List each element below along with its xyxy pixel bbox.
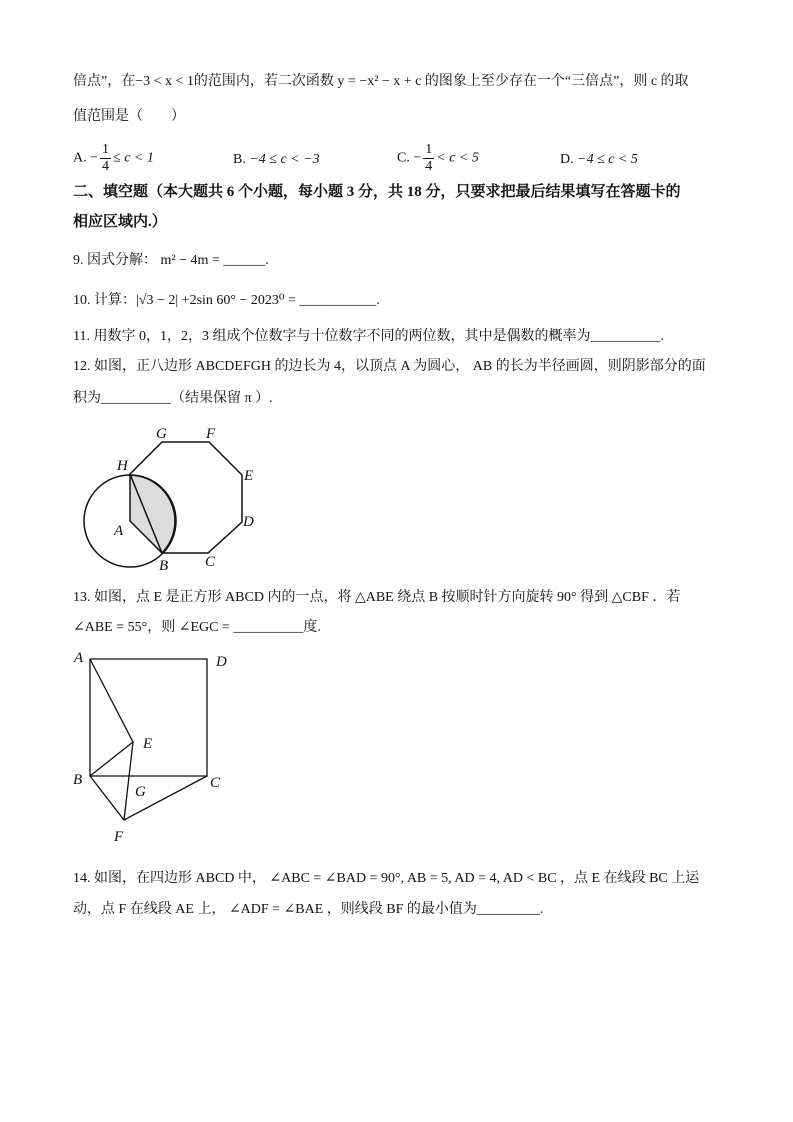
label-d: D	[243, 514, 254, 530]
numerator: 1	[425, 142, 433, 157]
option-label: A.	[73, 150, 87, 166]
label-f: F	[114, 829, 124, 845]
label-b: B	[73, 772, 83, 788]
label-e: E	[244, 468, 254, 484]
section-heading-line1: 二、填空题（本大题共 6 个小题，每小题 3 分，共 18 分，只要求把最后结果填写在答题卡的	[73, 184, 681, 200]
label-c: C	[210, 775, 221, 791]
square-figure	[0, 640, 793, 850]
q14-line1: 14. 如图，在四边形 ABCD 中， ∠ABC = ∠BAD = 90°, AB = 5, AD = 4, AD < BC ，点 E 在线段 BC 上运	[73, 871, 700, 886]
section-heading-line2: 相应区域内.）	[73, 214, 167, 230]
label-c: C	[205, 554, 216, 570]
q8-line2: 值范围是（ ）	[73, 109, 185, 124]
label-h: H	[117, 458, 128, 474]
q13-line1: 13. 如图，点 E 是正方形 ABCD 内的一点，将 △ABE 绕点 B 按顺时针方向旋转 90° 得到 △CBF ．若	[73, 590, 681, 605]
option-sign: −	[90, 150, 99, 166]
option-label: C.	[397, 150, 410, 166]
shaded-region	[130, 475, 175, 553]
numerator: 1	[102, 142, 110, 157]
q12-line1: 12. 如图，正八边形 ABCDEFGH 的边长为 4，以顶点 A 为圆心， AB 的长为半径画圆，则阴影部分的面	[73, 359, 706, 374]
label-a: A	[114, 523, 124, 539]
option-text: < c < 5	[436, 150, 479, 166]
question-10: 10. 计算：|√3 − 2| +2sin 60° − 2023⁰ = ___________.	[73, 293, 380, 308]
segment-bfc	[90, 776, 207, 820]
label-f: F	[206, 426, 216, 442]
option-text: −4 ≤ c < −3	[249, 152, 320, 167]
q14-line2: 动，点 F 在线段 AE 上， ∠ADF = ∠BAE ，则线段 BF 的最小值为_________.	[73, 902, 544, 917]
square-abcd	[90, 659, 207, 776]
option-sign: −	[413, 150, 422, 166]
question-9: 9. 因式分解： m² − 4m = ______.	[73, 253, 269, 268]
label-g: G	[135, 784, 146, 800]
question-11: 11. 用数字 0，1，2，3 组成个位数字与十位数字不同的两位数，其中是偶数的概率为__________.	[73, 329, 664, 344]
segment-aeb	[90, 659, 133, 776]
denominator: 4	[425, 159, 433, 174]
option-text: −4 ≤ c < 5	[577, 152, 638, 167]
label-d: D	[216, 654, 227, 670]
option-label: B.	[233, 152, 246, 167]
label-b: B	[159, 558, 169, 574]
segment-ef	[124, 742, 133, 820]
q8-line1: 倍点”，在−3 < x < 1的范围内，若二次函数 y = −x² − x + c 的图象上至少存在一个“三倍点”，则 c 的取	[73, 74, 689, 89]
option-label: D.	[560, 152, 574, 167]
denominator: 4	[102, 159, 110, 174]
label-a: A	[74, 650, 84, 666]
label-g: G	[156, 426, 167, 442]
q13-line2: ∠ABE = 55°，则 ∠EGC = __________度.	[73, 620, 321, 635]
label-e: E	[143, 736, 153, 752]
q12-line2: 积为__________（结果保留 π ）.	[73, 391, 273, 406]
option-text: ≤ c < 1	[113, 150, 154, 166]
